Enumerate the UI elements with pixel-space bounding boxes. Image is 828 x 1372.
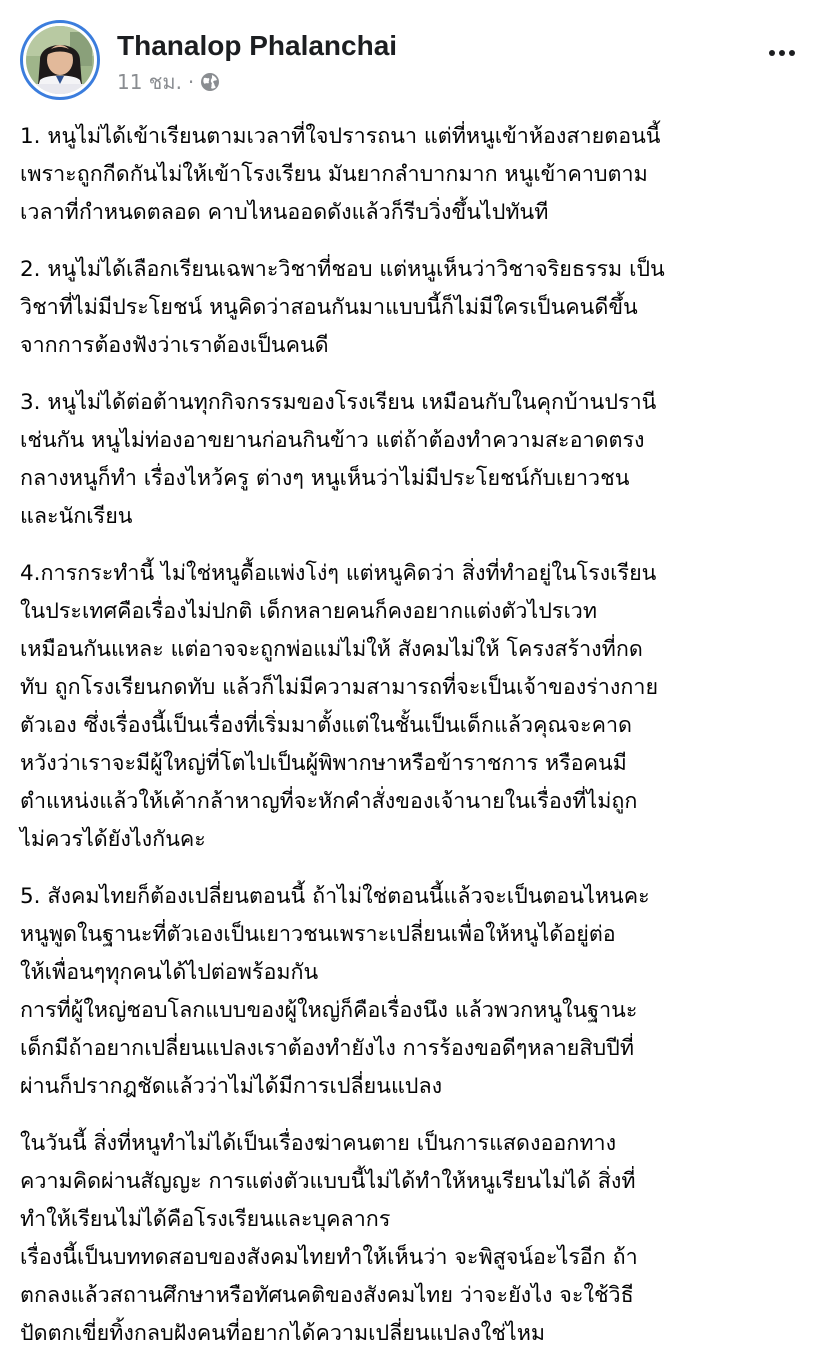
- globe-icon[interactable]: [200, 72, 220, 92]
- post-paragraph: [20, 384, 816, 536]
- post-timestamp[interactable]: 11 ชม.: [117, 70, 182, 94]
- post-paragraph: [20, 878, 816, 1106]
- post-text-line: ปัดตกเขี่ยทิ้งกลบฝังคนที่อยากได้ความเปลี่ยนแปลงใช่ไหม: [20, 1321, 546, 1346]
- more-options-icon: [769, 50, 775, 56]
- post-text-line: ทำให้เรียนไม่ได้คือโรงเรียนและบุคลากร: [20, 1207, 391, 1232]
- post-text-line: 5. สังคมไทยก็ต้องเปลี่ยนตอนนี้ ถ้าไม่ใช่ตอนนี้แล้วจะเป็นตอนไหนคะ: [20, 884, 650, 909]
- more-options-button[interactable]: [762, 38, 802, 68]
- post-text-line: เรื่องนี้เป็นบททดสอบของสังคมไทยทำให้เห็นว่า จะพิสูจน์อะไรอีก ถ้า: [20, 1245, 638, 1270]
- post-text-line: กลางหนูก็ทำ เรื่องไหว้ครู ต่างๆ หนูเห็นว่าไม่มีประโยชน์กับเยาวชน: [20, 466, 630, 491]
- post-text-line: ให้เพื่อนๆทุกคนได้ไปต่อพร้อมกัน: [20, 960, 319, 985]
- post-text-line: 3. หนูไม่ได้ต่อต้านทุกกิจกรรมของโรงเรียน เหมือนกับในคุกบ้านปรานี: [20, 390, 657, 415]
- post-text-line: ตัวเอง ซึ่งเรื่องนี้เป็นเรื่องที่เริ่มมาตั้งแต่ในชั้นเป็นเด็กแล้วคุณจะคาด: [20, 713, 632, 738]
- post-text-line: เพราะถูกกีดกันไม่ให้เข้าโรงเรียน มันยากลำบากมาก หนูเข้าคาบตาม: [20, 162, 648, 187]
- profile-photo: [26, 26, 94, 94]
- post-paragraph: [20, 118, 816, 232]
- more-options-icon-dot: [779, 50, 785, 56]
- post-meta: [117, 68, 220, 96]
- post-text-line: ผ่านก็ปรากฎชัดแล้วว่าไม่ได้มีการเปลี่ยนแปลง: [20, 1074, 443, 1099]
- post-text-line: และนักเรียน: [20, 504, 133, 529]
- post-text-line: ในประเทศคือเรื่องไม่ปกติ เด็กหลายคนก็คงอยากแต่งตัวไปรเวท: [20, 599, 598, 624]
- post-text-line: วิชาที่ไม่มีประโยชน์ หนูคิดว่าสอนกันมาแบบนี้ก็ไม่มีใครเป็นคนดีขึ้น: [20, 295, 638, 320]
- post-text-line: จากการต้องฟังว่าเราต้องเป็นคนดี: [20, 333, 329, 358]
- post-text-line: ทับ ถูกโรงเรียนกดทับ แล้วก็ไม่มีความสามารถที่จะเป็นเจ้าของร่างกาย: [20, 675, 659, 700]
- post-body: [20, 118, 816, 1372]
- post-paragraph: [20, 1125, 816, 1353]
- post-text-line: เด็กมีถ้าอยากเปลี่ยนแปลงเราต้องทำยังไง การร้องขอดีๆหลายสิบปีที่: [20, 1036, 634, 1061]
- author-name[interactable]: Thanalop Phalanchai: [117, 30, 398, 61]
- post-text-line: 2. หนูไม่ได้เลือกเรียนเฉพาะวิชาที่ชอบ แต่หนูเห็นว่าวิชาจริยธรรม เป็น: [20, 257, 665, 282]
- post-text-line: เหมือนกันแหละ แต่อาจจะถูกพ่อแม่ไม่ให้ สังคมไม่ให้ โครงสร้างที่กด: [20, 637, 643, 662]
- post-paragraph: [20, 555, 816, 859]
- post-text-line: 1. หนูไม่ได้เข้าเรียนตามเวลาที่ใจปรารถนา แต่ที่หนูเข้าห้องสายตอนนี้: [20, 124, 661, 149]
- post-text-line: เช่นกัน หนูไม่ท่องอาขยานก่อนกินข้าว แต่ถ้าต้องทำความสะอาดตรง: [20, 428, 645, 453]
- post-text-line: การที่ผู้ใหญ่ชอบโลกแบบของผู้ใหญ่ก็คือเรื่องนึง แล้วพวกหนูในฐานะ: [20, 998, 638, 1023]
- post-text-line: เวลาที่กำหนดตลอด คาบไหนออดดังแล้วก็รีบวิ่งขึ้นไปทันที: [20, 200, 549, 225]
- more-options-icon-dot: [789, 50, 795, 56]
- avatar[interactable]: [20, 20, 100, 100]
- post-text-line: หวังว่าเราจะมีผู้ใหญ่ที่โตไปเป็นผู้พิพากษาหรือข้าราชการ หรือคนมี: [20, 751, 627, 776]
- post-paragraph: [20, 251, 816, 365]
- post-text-line: หนูพูดในฐานะที่ตัวเองเป็นเยาวชนเพราะเปลี่ยนเพื่อให้หนูได้อยู่ต่อ: [20, 922, 616, 947]
- post-text-line: ในวันนี้ สิ่งที่หนูทำไม่ได้เป็นเรื่องฆ่าคนตาย เป็นการแสดงออกทาง: [20, 1131, 617, 1156]
- post-text-line: ความคิดผ่านสัญญะ การแต่งตัวแบบนี้ไม่ได้ทำให้หนูเรียนไม่ได้ สิ่งที่: [20, 1169, 636, 1194]
- post-header: [0, 0, 828, 110]
- post-text-line: ตกลงแล้วสถานศึกษาหรือทัศนคติของสังคมไทย ว่าจะยังไง จะใช้วิธี: [20, 1283, 634, 1308]
- post-text-line: 4.การกระทำนี้ ไม่ใช่หนูดื้อแพ่งโง่ๆ แต่หนูคิดว่า สิ่งที่ทำอยู่ในโรงเรียน: [20, 561, 657, 586]
- post-text-line: ไม่ควรได้ยังไงกันคะ: [20, 827, 206, 852]
- post-text-line: ตำแหน่งแล้วให้เค้ากล้าหาญที่จะหักคำสั่งของเจ้านายในเรื่องที่ไม่ถูก: [20, 789, 638, 814]
- meta-separator: ·: [187, 70, 195, 94]
